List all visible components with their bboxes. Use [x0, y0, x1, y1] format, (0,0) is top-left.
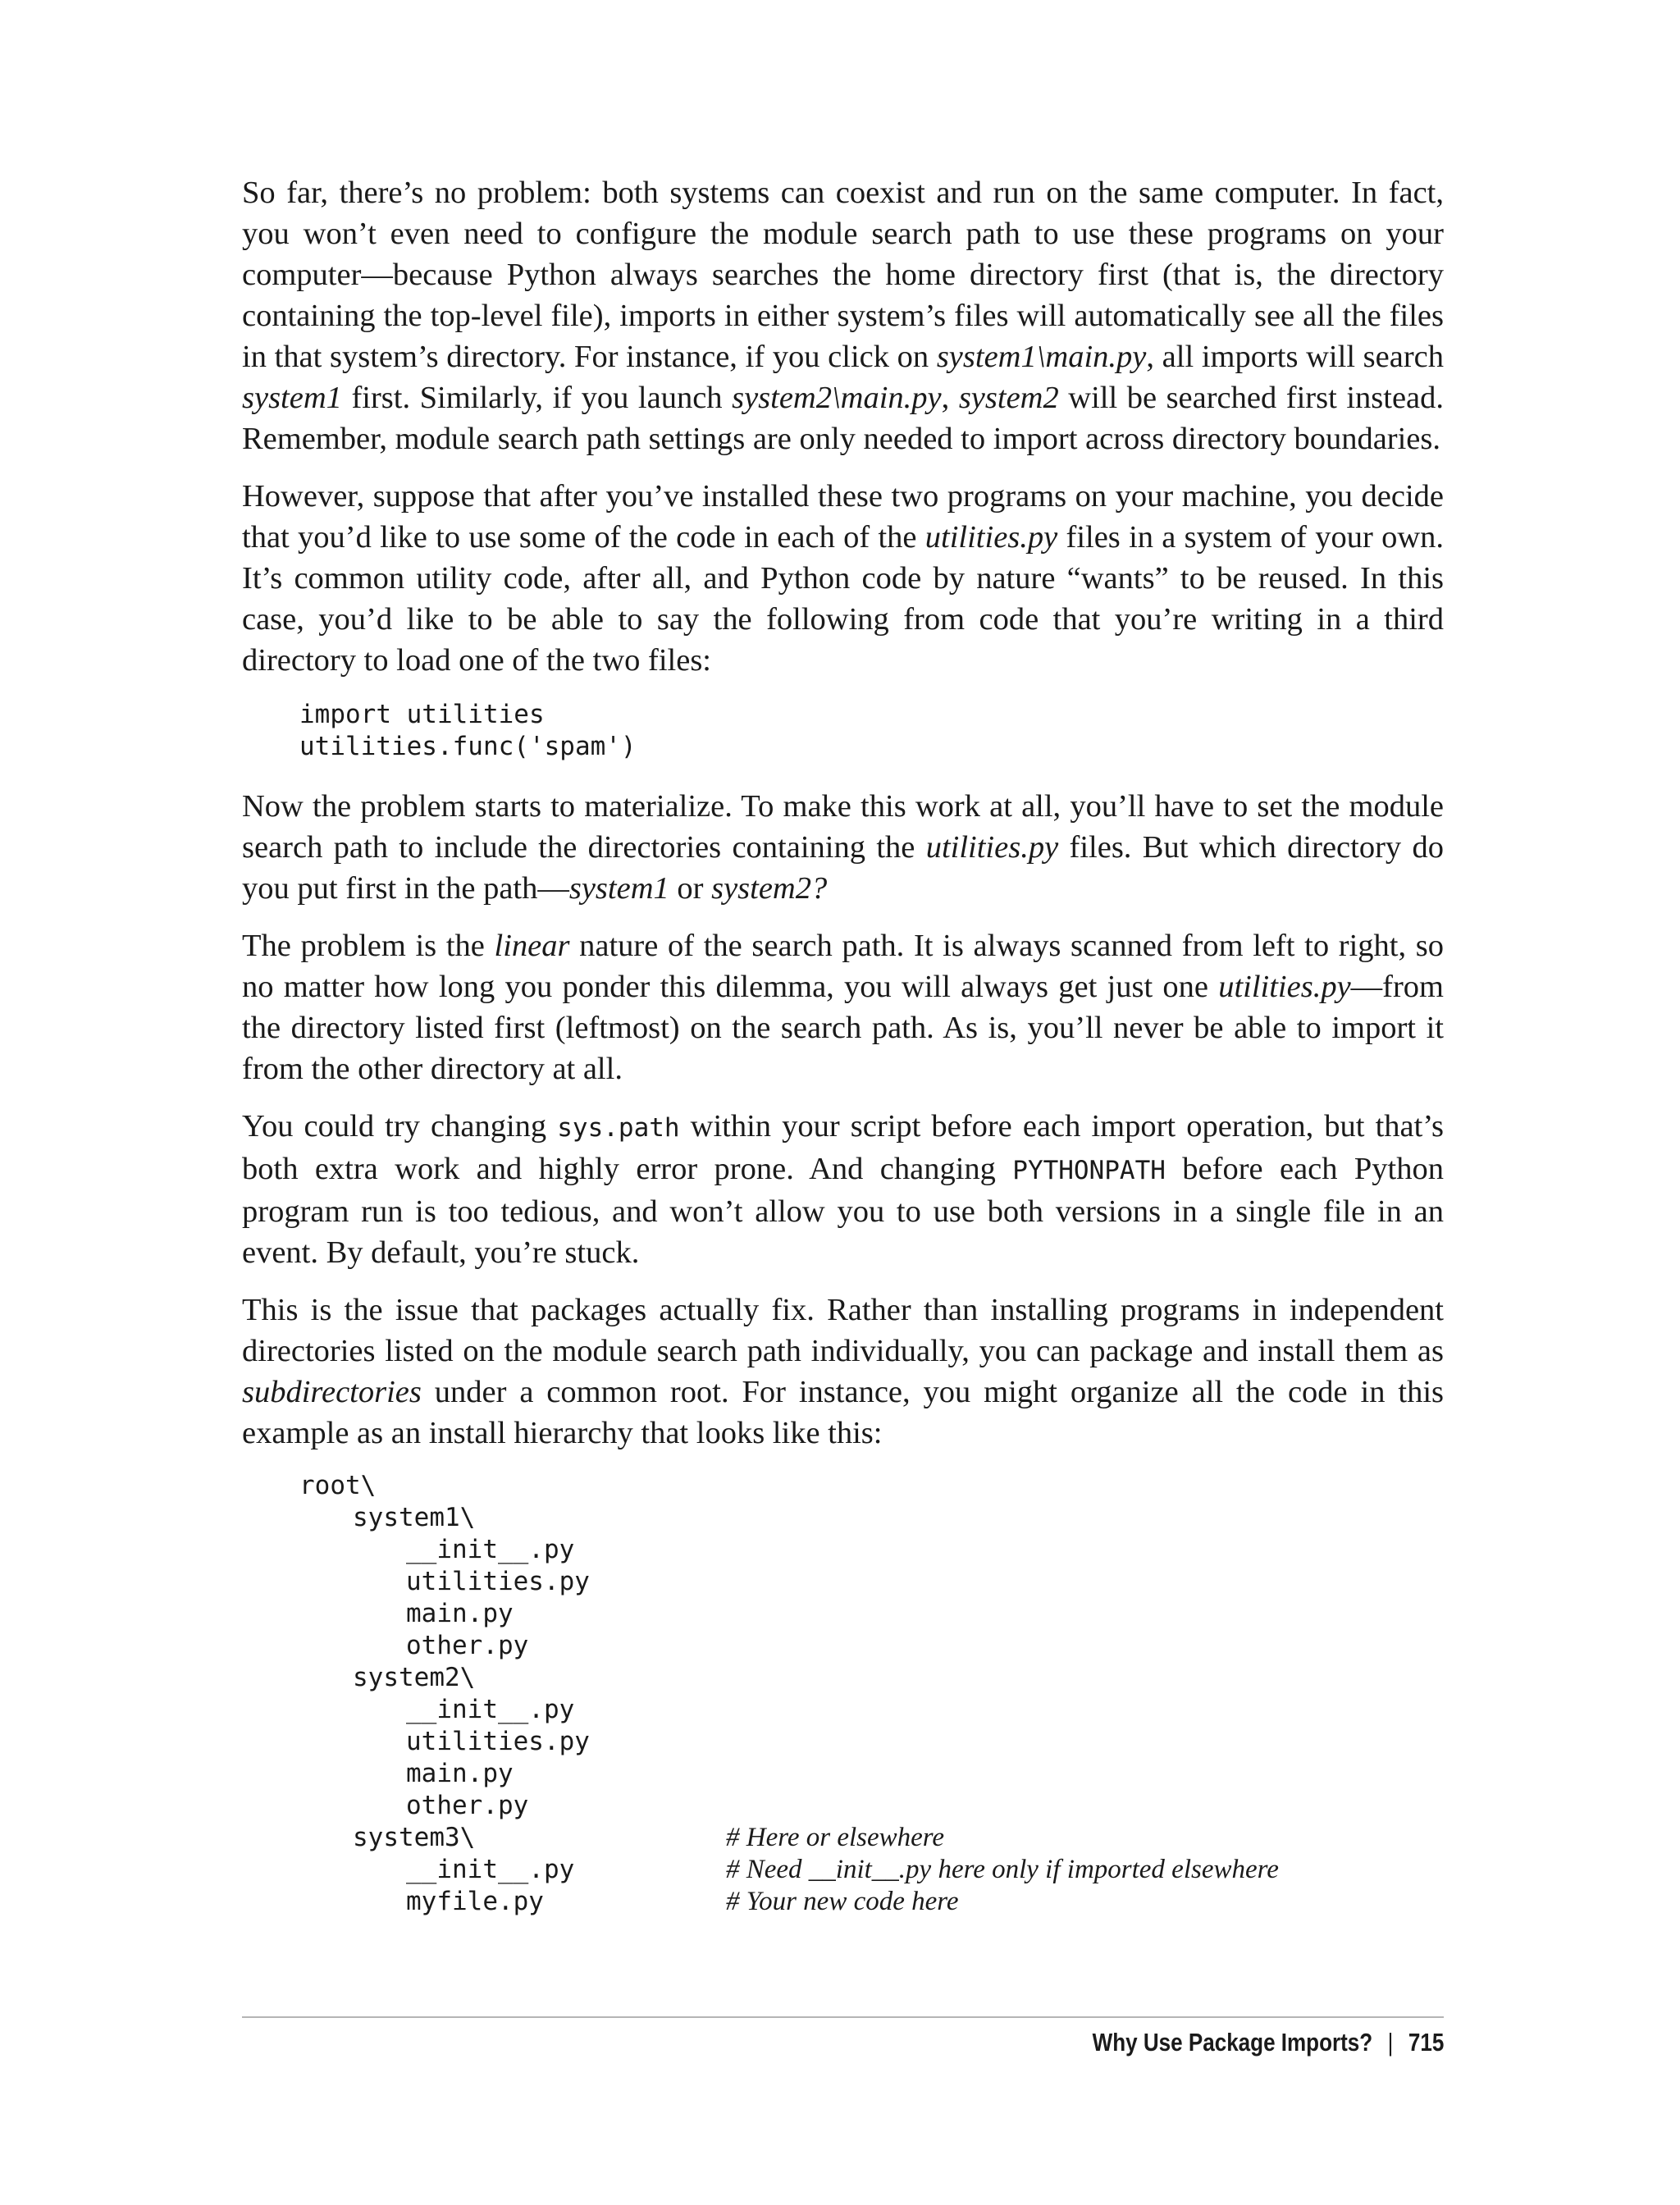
tree-row	[299, 1726, 1444, 1758]
paragraph-1	[242, 172, 1444, 459]
text-run: —from the directory listed first (leftmost) on the search path. As is, you’ll never be able to import it from the other directory at all.	[242, 970, 1444, 1086]
code-block-import: import utilities utilities.func('spam')	[299, 700, 637, 761]
tree-entry-name: __init__.py	[406, 1695, 575, 1724]
tree-entry-name: other.py	[406, 1631, 529, 1660]
tree-row	[299, 1790, 1444, 1822]
italic-filename: utilities.py	[925, 830, 1059, 865]
running-footer	[1092, 2025, 1444, 2061]
footer-section-title: Why Use Package Imports?	[1092, 2028, 1372, 2057]
footer-separator: |	[1387, 2028, 1394, 2057]
tree-row	[299, 1534, 1444, 1566]
text-run: within your script before each import operation, but that’s both extra work and highly error prone. And changing	[242, 1109, 1444, 1186]
paragraph-3	[242, 786, 1444, 909]
text-run: files in a system of your own. It’s common utility code, after all, and Python code by nature “wants” to be reused. In this case, you’d like to be able to say the following from code that you’re writing in a third directory to load one of the two files:	[242, 520, 1445, 678]
tree-entry-name: utilities.py	[406, 1567, 590, 1596]
text-run: The problem is the	[242, 929, 495, 963]
tree-entry-name: system3\	[353, 1823, 476, 1852]
tree-row	[299, 1566, 1444, 1598]
text-run: first. Similarly, if you launch	[341, 381, 733, 415]
tree-row	[299, 1630, 1444, 1662]
text-run: files. But which directory do you put first in the path—	[242, 830, 1444, 906]
text-run: before each Python program run is too tedious, and won’t allow you to use both versions in a single file in an event. By default, you’re stuck.	[242, 1152, 1444, 1270]
paragraph-4	[242, 925, 1444, 1089]
tree-row	[299, 1662, 1444, 1694]
tree-row	[299, 1822, 1444, 1854]
tree-row	[299, 1502, 1444, 1534]
tree-entry-name: system1\	[353, 1503, 476, 1532]
directory-tree	[299, 1470, 1444, 1918]
tree-row	[299, 1598, 1444, 1630]
italic-filename: utilities.py	[924, 520, 1058, 555]
tree-entry-name: main.py	[406, 1759, 514, 1788]
text-run: So far, there’s no problem: both systems can coexist and run on the same computer. In fact, you won’t even need to configure the module search path to use these programs on your computer—because Python always searches the home directory first (that is, the directory containing the top-level file), imports in either system’s files will automatically see all the files in that system’s directory. For instance, if you click on	[242, 176, 1444, 374]
tree-entry-name: __init__.py	[406, 1535, 575, 1564]
tree-entry-name: utilities.py	[406, 1727, 590, 1756]
italic-path: system2\main.py	[732, 381, 942, 415]
inline-code: PYTHONPATH	[1012, 1156, 1166, 1185]
tree-entry-name: system2\	[353, 1663, 476, 1692]
italic-term: system1	[568, 871, 669, 906]
italic-term: system2?	[711, 871, 828, 906]
text-run: , all imports will search	[1146, 340, 1444, 374]
text-run: under a common root. For instance, you might organize all the code in this example as an install hierarchy that looks like this:	[242, 1375, 1444, 1450]
text-run: ,	[941, 381, 959, 415]
text-run: This is the issue that packages actually fix. Rather than installing programs in independent directories listed on the module search path individually, you can package and install them as	[242, 1293, 1444, 1368]
italic-filename: utilities.py	[1218, 970, 1351, 1004]
paragraph-2	[242, 476, 1444, 681]
tree-entry-name: myfile.py	[406, 1887, 544, 1916]
body-text	[242, 172, 1444, 1918]
tree-entry-name: __init__.py	[406, 1855, 575, 1884]
tree-entry-comment: # Here or elsewhere	[726, 1823, 945, 1852]
text-run: nature of the search path. It is always scanned from left to right, so no matter how long you ponder this dilemma, you will always get just one	[242, 929, 1444, 1004]
tree-row	[299, 1694, 1444, 1726]
italic-term: subdirectories	[242, 1375, 422, 1409]
tree-row	[299, 1854, 1444, 1886]
italic-path: system1\main.py	[936, 340, 1147, 374]
italic-term: system1	[242, 381, 342, 415]
tree-row	[299, 1758, 1444, 1790]
text-run: You could try changing	[242, 1109, 558, 1144]
inline-code: sys.path	[557, 1113, 680, 1143]
tree-row	[299, 1470, 1444, 1502]
text-run: However, suppose that after you’ve installed these two programs on your machine, you decide that you’d like to use some of the code in each of the	[242, 479, 1444, 555]
italic-term: system2	[958, 381, 1059, 415]
tree-entry-name: main.py	[406, 1599, 514, 1628]
paragraph-5	[242, 1106, 1444, 1273]
tree-entry-name: root\	[299, 1471, 377, 1500]
footer-rule	[242, 2016, 1444, 2018]
text-run: will be searched first instead. Remember, module search path settings are only needed to import across directory boundaries.	[242, 381, 1444, 456]
tree-entry-comment: # Need __init__.py here only if imported elsewhere	[726, 1855, 1279, 1884]
text-run: or	[669, 871, 712, 906]
paragraph-6	[242, 1290, 1444, 1454]
tree-entry-name: other.py	[406, 1791, 529, 1820]
tree-row	[299, 1886, 1444, 1918]
tree-entry-comment: # Your new code here	[726, 1887, 959, 1916]
text-run: Now the problem starts to materialize. To make this work at all, you’ll have to set the module search path to include the directories containing the	[242, 789, 1444, 865]
page-number: 715	[1408, 2028, 1444, 2057]
italic-term: linear	[494, 929, 570, 963]
